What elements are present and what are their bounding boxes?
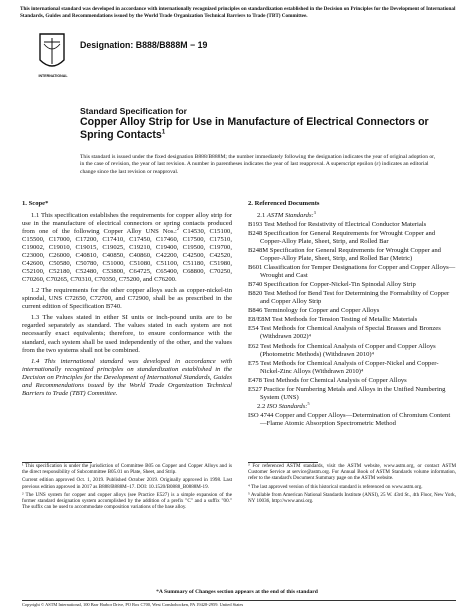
title-kicker: Standard Specification for xyxy=(80,106,187,116)
ref-item: E478 Test Methods for Chemical Analysis of Copper Alloys xyxy=(248,376,407,384)
section-references-heading: 2. Referenced Documents xyxy=(248,200,320,207)
ref-item: B248 Specification for General Requirements for Wrought Copper and Copper-Alloy Plate, Sheet, Strip, and Rolled Bar xyxy=(248,230,436,246)
logo-caption: INTERNATIONAL xyxy=(38,74,68,78)
footnotes-right xyxy=(248,462,456,506)
ref-item: E62 Test Methods for Chemical Analysis of Copper and Copper Alloys (Photometric Methods) (Withdrawn 2010)⁴ xyxy=(248,342,436,358)
ref-item: E75 Test Methods for Chemical Analysis of Copper-Nickel and Copper-Nickel-Zinc Alloys (Withdrawn 2010)⁴ xyxy=(248,359,439,375)
ref-item: B248M Specification for General Requirements for Wrought Copper and Copper-Alloy Plate, Sheet, Strip, and Rolled Bar (Metric) xyxy=(248,247,441,263)
summary-of-changes-note: *A Summary of Changes section appears at the end of this standard xyxy=(156,589,318,595)
ref-item: B193 Test Method for Resistivity of Electrical Conductor Materials xyxy=(248,221,427,229)
document-title: Copper Alloy Strip for Use in Manufacture of Electrical Connectors or Spring Contacts$^1$ xyxy=(80,116,429,142)
ref-item: E8/E8M Test Methods for Tension Testing of Metallic Materials xyxy=(248,316,418,324)
ref-item: B740 Specification for Copper-Nickel-Tin Spinodal Alloy Strip xyxy=(248,281,416,289)
footnote-4: ⁴ The last approved version of this historical standard is referenced on www.astm.org. xyxy=(248,483,423,490)
footnote-5: ⁵ Available from American National Standards Institute (ANSI), 25 W. 43rd St., 4th Floor, New York, NY 10036, http://www.ansi.org. xyxy=(248,491,456,505)
footnote-1: ¹ This specification is under the jurisdiction of Committee B05 on Copper and Copper Alloys and is the direct responsibility of Subcommittee B05.01 on Plate, Sheet, and Strip. xyxy=(22,463,232,476)
footnotes-left xyxy=(22,462,232,512)
designation: Designation: B888/B888M − 19 xyxy=(80,40,208,50)
para-1-3: 1.3 The values stated in either SI units or inch-pound units are to be regarded separately as standard. The values stated in each system are not necessarily exact equivalents; therefore, to ensure conformance with the standard, each system shall be used independently of the other, and the values from the two systems shall not be combined. xyxy=(22,314,232,354)
ref-item: E527 Practice for Numbering Metals and Alloys in the Unified Numbering System (UNS) xyxy=(248,385,446,401)
ref-item: B820 Test Method for Bend Test for Determining the Formability of Copper and Copper Alloy Strip xyxy=(248,290,450,306)
section-scope-heading: 1. Scope* xyxy=(22,200,49,207)
astm-logo-icon xyxy=(38,32,66,72)
para-1-1: 1.1 This specification establishes the requirements for copper alloy strip for use in the manufacture of electrical connectors or spring contacts produced from one of the following Copper Alloy UNS Nos.:$^2$ C14530, C15100, C15500, C17000, C17200, C17410, C17450, C17460, C17500, C17510, C19002, C19010, C19015, C19025, C19210, C19400, C19500, C19700, C23000, C26000, C40810, C40850, C40860, C42200, C42500, C42520, C42600, C50580, C50780, C51000, C51080, C51100, C51180, C51980, C52100, C52180, C52480, C53800, C64725, C65400, C68800, C70250, C70260, C70265, C70310, C70350, C75200, and C76200. xyxy=(22,212,232,284)
title-footnote-mark: 1 xyxy=(161,129,166,136)
footnote-3: ³ For referenced ASTM standards, visit the ASTM website, www.astm.org, or contact ASTM Customer Service at service@astm.org. For Annual Book of ASTM Standards volume information, refer to the standard's Document Summary page on the ASTM website. xyxy=(248,463,456,482)
right-column xyxy=(248,200,456,429)
footnote-1-edition: Current edition approved Oct. 1, 2019. Published October 2019. Originally approved in 1998. Last previous edition approved in 2017 as B888/B888M–17. DOI: 10.1520/B0888_B0888M-19. xyxy=(22,477,232,490)
ref-item: E54 Test Methods for Chemical Analysis of Special Brasses and Bronzes (Withdrawn 2002)⁴ xyxy=(248,325,441,341)
copyright-line: Copyright © ASTM International, 100 Barr Harbor Drive, PO Box C700, West Conshohocken, PA 19428-2959. United States xyxy=(22,600,456,607)
left-column xyxy=(22,200,232,401)
ref-item: ISO 4744 Copper and Copper Alloys—Determination of Chromium Content—Flame Atomic Absorption Spectrometric Method xyxy=(248,411,451,427)
para-1-2: 1.2 The requirements for the other copper alloys such as copper-nickel-tin spinodal, UNS C72650, C72700, and C72900, shall be as prescribed in the current edition of Specification B740. xyxy=(22,287,232,311)
para-1-4: 1.4 This international standard was developed in accordance with internationally recognized principles on standardization established in the Decision on Principles for the Development of International Standards, Guides and Recommendations issued by the World Trade Organization Technical Barriers to Trade (TBT) Committee. xyxy=(22,357,232,397)
ref-item: B846 Terminology for Copper and Copper Alloys xyxy=(248,307,380,315)
issuance-note: This standard is issued under the fixed designation B888/B888M; the number immediately following the designation indicates the year of original adoption or, in the case of revision, the year of last revision. A number in parentheses indicates the year of last reapproval. A superscript epsilon (ε) indicates an editorial change since the last revision or reapproval. xyxy=(80,154,436,175)
iso-standards-heading: 2.2 ISO Standards:$^5$ xyxy=(257,400,310,410)
astm-standards-heading: 2.1 ASTM Standards:$^3$ xyxy=(257,209,316,220)
ref-item: B601 Classification for Temper Designations for Copper and Copper Alloys—Wrought and Cast xyxy=(248,264,456,280)
footnote-2: ² The UNS system for copper and copper alloys (see Practice E527) is a simple expansion of the former standard designation system accomplished by the addition of a prefix "C" and a suffix "00." The suffix can be used to accommodate composition variations of the base alloy. xyxy=(22,491,232,511)
tbt-notice: This international standard was developed in accordance with internationally recognized principles on standardization established in the Decision on Principles for the Development of International Standards, Guides and Recommendations issued by the World Trade Organization Technical Barriers to Trade (TBT) Committee. xyxy=(20,6,456,19)
title-block xyxy=(80,106,440,142)
